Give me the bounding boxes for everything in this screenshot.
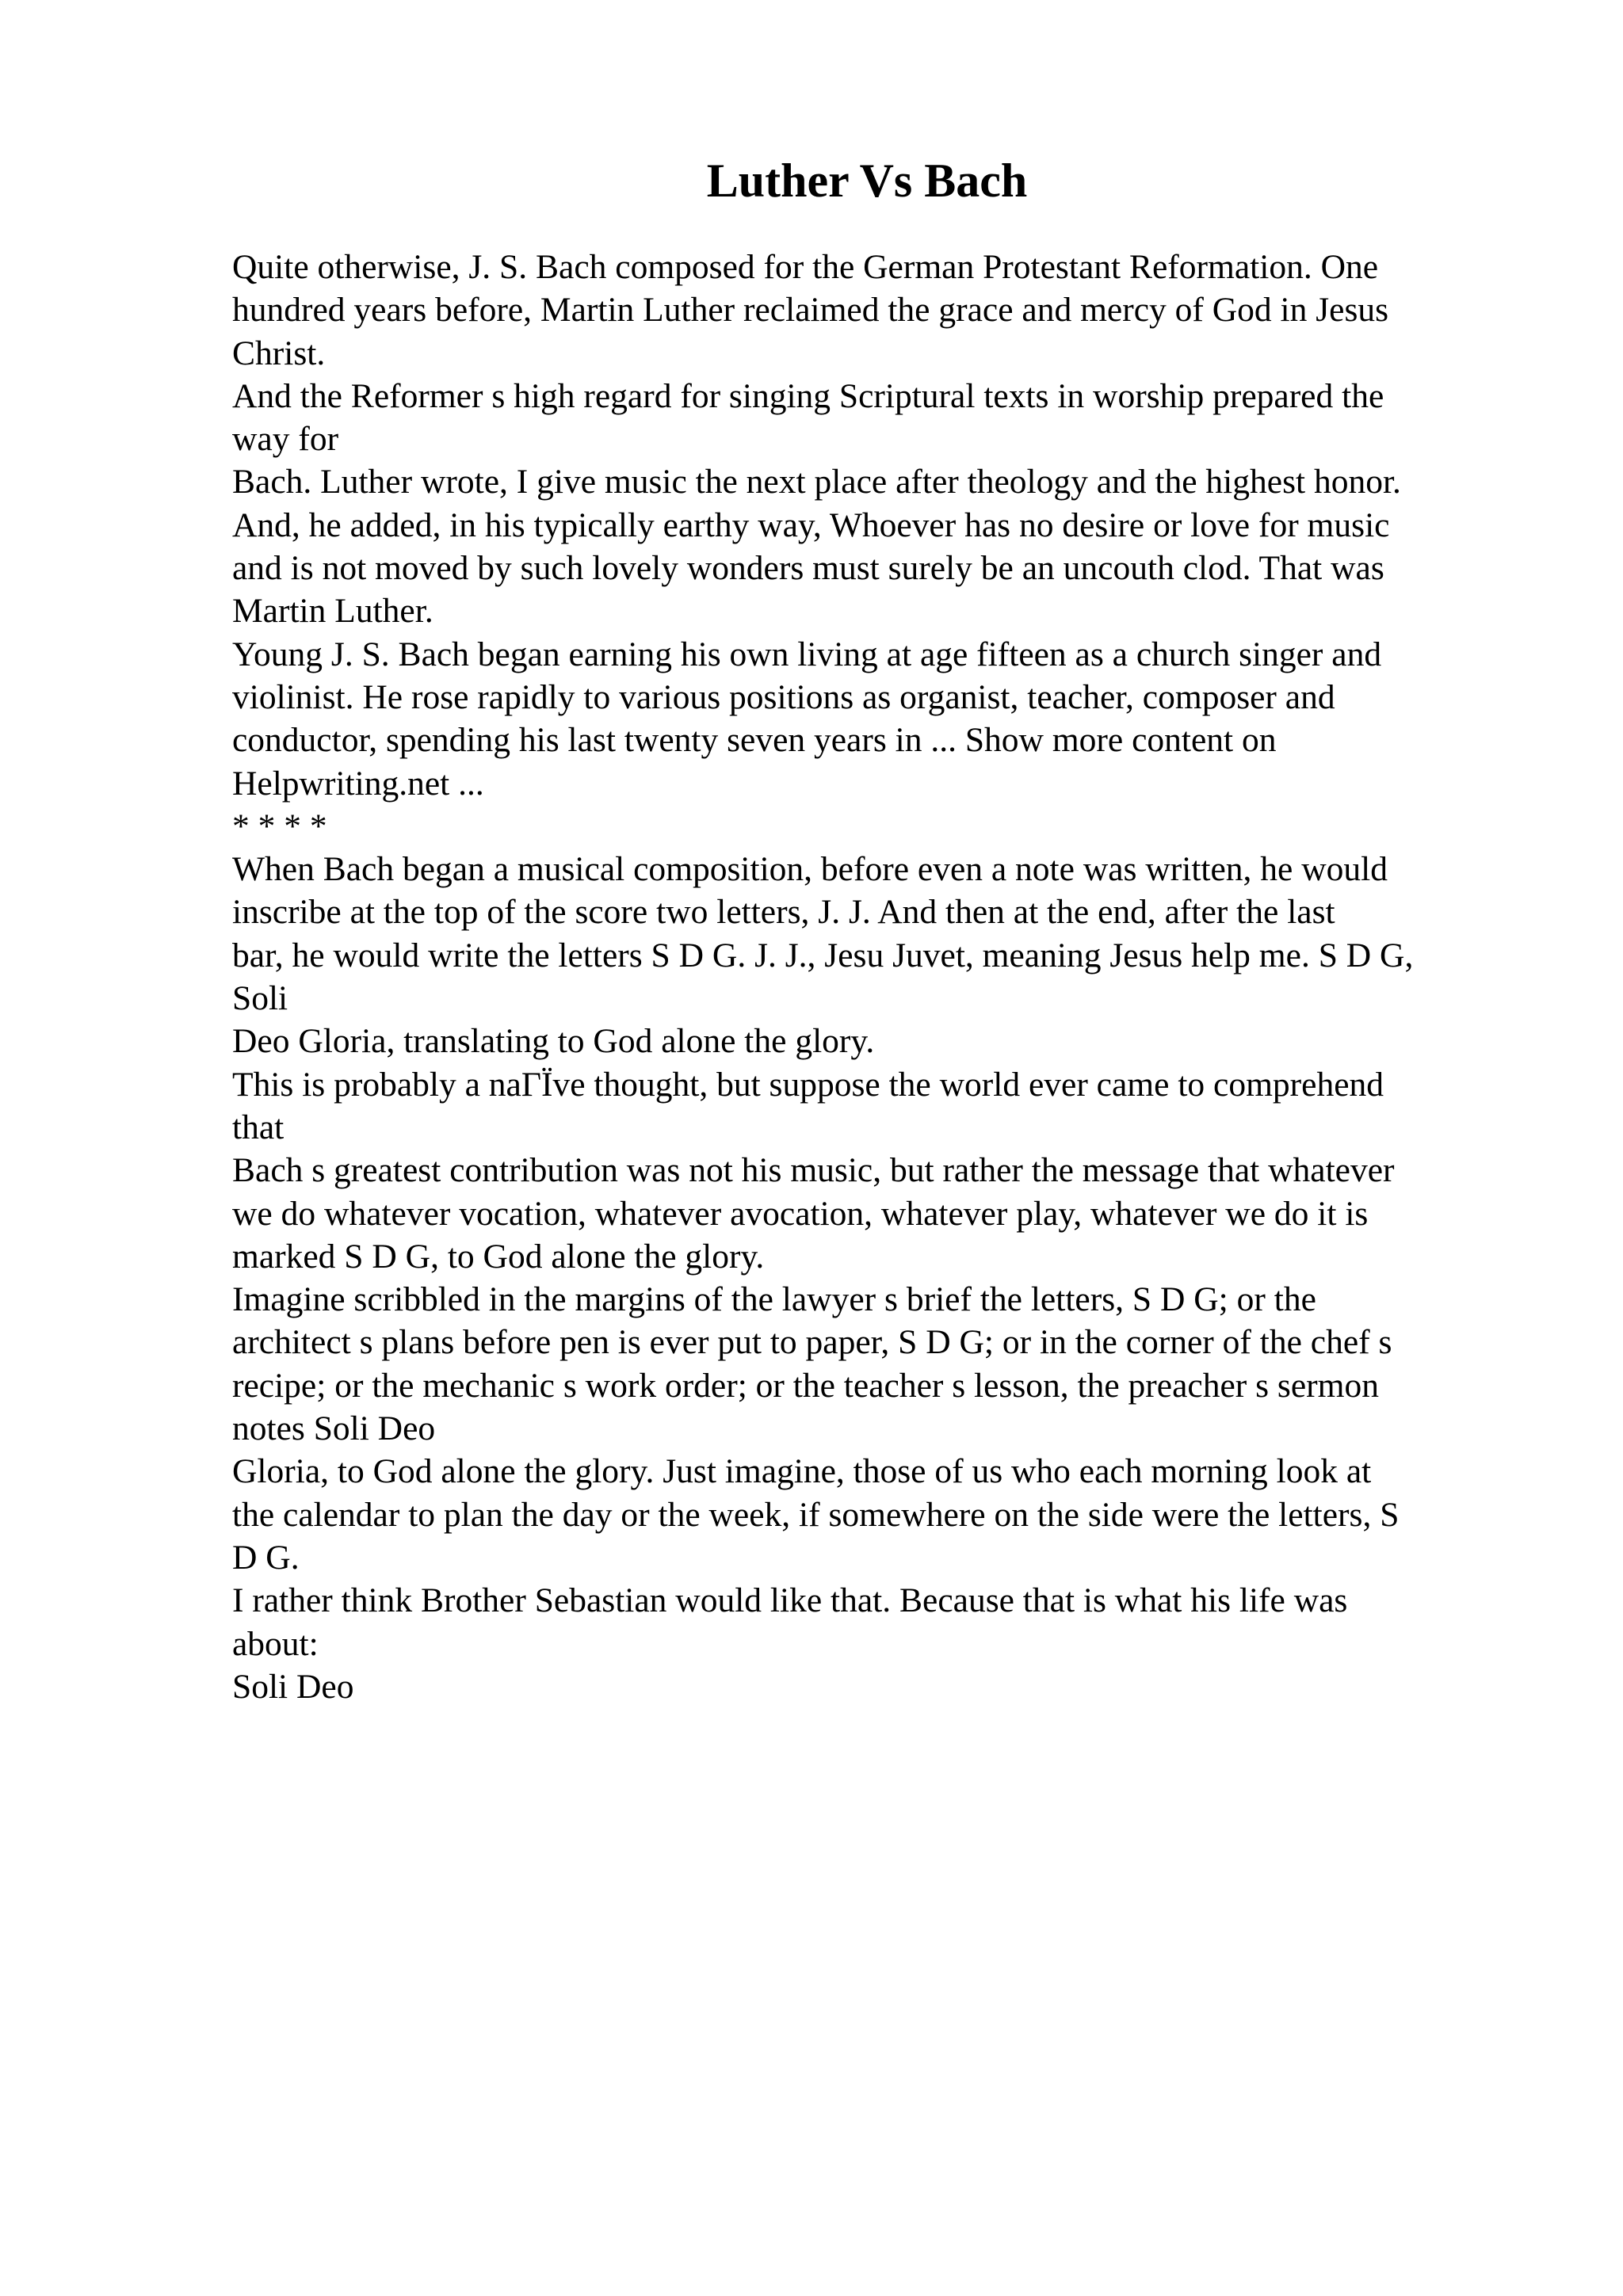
text-line: Young J. S. Bach began earning his own living at age fifteen as a church singer and: [232, 635, 1382, 673]
text-line: Deo Gloria, translating to God alone the glory.: [232, 1022, 875, 1061]
text-line: the calendar to plan the day or the week, if somewhere on the side were the letters, S: [232, 1495, 1400, 1534]
text-line: and is not moved by such lovely wonders must surely be an uncouth clod. That was: [232, 549, 1384, 588]
text-line: * * * *: [232, 807, 327, 845]
text-line: Christ.: [232, 334, 326, 372]
text-line: recipe; or the mechanic s work order; or the teacher s lesson, the preacher s sermon: [232, 1366, 1379, 1405]
text-line: conductor, spending his last twenty seven years in ... Show more content on: [232, 721, 1277, 760]
text-line: Helpwriting.net ...: [232, 764, 484, 803]
text-line: Soli Deo: [232, 1667, 354, 1706]
text-line: Bach s greatest contribution was not his music, but rather the message that whatever: [232, 1151, 1395, 1190]
text-line: And the Reformer s high regard for singing Scriptural texts in worship prepared the: [232, 376, 1384, 415]
text-line: Soli: [232, 979, 288, 1018]
text-line: D G.: [232, 1538, 300, 1577]
text-line: bar, he would write the letters S D G. J. J., Jesu Juvet, meaning Jesus help me. S D G,: [232, 936, 1414, 974]
text-line: I rather think Brother Sebastian would like that. Because that is what his life was: [232, 1581, 1348, 1620]
text-line: marked S D G, to God alone the glory.: [232, 1237, 765, 1276]
text-line: inscribe at the top of the score two letters, J. J. And then at the end, after the last: [232, 893, 1335, 932]
text-line: When Bach began a musical composition, before even a note was written, he would: [232, 850, 1388, 889]
text-line: Gloria, to God alone the glory. Just imagine, those of us who each morning look at: [232, 1452, 1372, 1491]
text-line: notes Soli Deo: [232, 1409, 436, 1448]
text-line: Martin Luther.: [232, 592, 433, 631]
document-body: [232, 246, 1516, 1708]
text-line: violinist. He rose rapidly to various positions as organist, teacher, composer and: [232, 677, 1335, 716]
text-line: that: [232, 1108, 285, 1146]
text-line: about:: [232, 1624, 319, 1663]
text-line: way for: [232, 420, 339, 459]
text-line: we do whatever vocation, whatever avocation, whatever play, whatever we do it is: [232, 1194, 1369, 1233]
text-line: architect s plans before pen is ever put to paper, S D G; or in the corner of the chef s: [232, 1323, 1392, 1362]
text-line: Quite otherwise, J. S. Bach composed for the German Protestant Reformation. One: [232, 248, 1379, 286]
text-line: This is probably a naΓÏve thought, but suppose the world ever came to comprehend: [232, 1065, 1384, 1104]
document-title: Luther Vs Bach: [706, 154, 1028, 207]
text-line: hundred years before, Martin Luther reclaimed the grace and mercy of God in Jesus: [232, 291, 1389, 330]
text-line: And, he added, in his typically earthy way, Whoever has no desire or love for music: [232, 505, 1390, 544]
text-line: Bach. Luther wrote, I give music the next place after theology and the highest honor.: [232, 463, 1401, 502]
text-line: Imagine scribbled in the margins of the lawyer s brief the letters, S D G; or the: [232, 1280, 1316, 1319]
